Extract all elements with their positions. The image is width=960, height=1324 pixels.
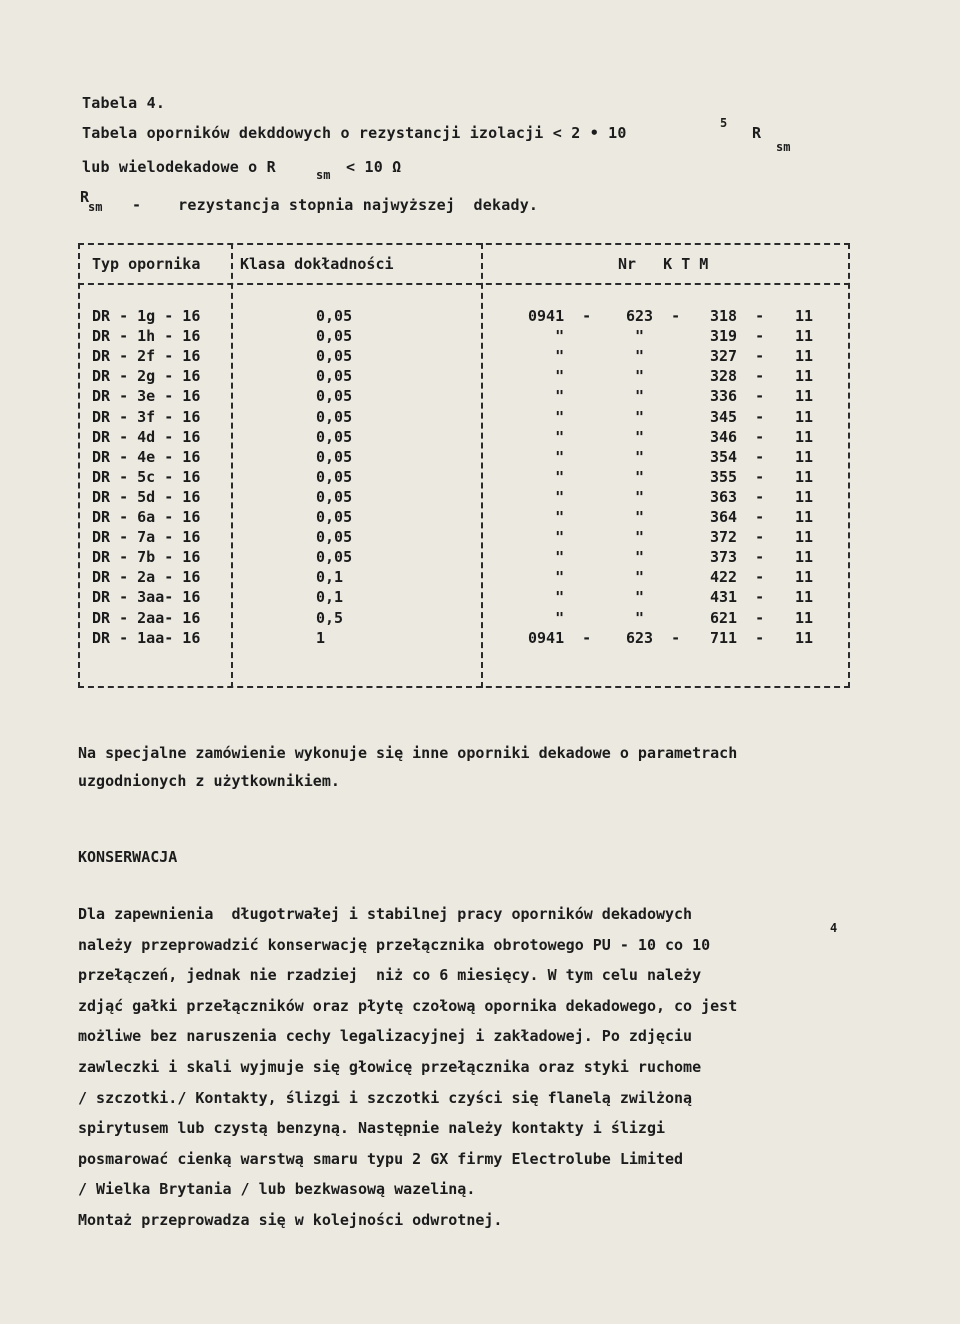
header-class: Klasa dokładności — [240, 255, 394, 273]
type-cell: DR - 5c - 16 — [92, 467, 201, 486]
ktm-cell: " — [528, 387, 565, 406]
ktm-cell: 711 - — [710, 628, 765, 647]
ktm-cell: 11 — [795, 307, 814, 325]
type-cell: DR - 1h - 16 — [92, 327, 201, 346]
ktm-cell: " — [626, 347, 645, 366]
ktm-cell: " — [528, 568, 565, 587]
class-cell: 0,05 — [316, 407, 353, 426]
ktm-cell: " — [626, 407, 645, 426]
paragraph-line: Montaż przeprowadza się w kolejności odwrotnej. — [78, 1211, 503, 1229]
ktm-cell: 336 - — [710, 387, 765, 406]
resistor-table — [78, 243, 850, 688]
table-row — [78, 367, 850, 387]
ktm-cell: 319 - — [710, 327, 765, 346]
table-row — [78, 588, 850, 608]
rsm-subscript: sm — [316, 168, 331, 182]
header-ktm: Nr K T M — [618, 255, 709, 273]
paragraph-line: zdjąć gałki przełączników oraz płytę czołową opornika dekadowego, co jest — [78, 996, 738, 1015]
ktm-cell: 328 - — [710, 367, 765, 386]
ktm-cell: " — [626, 387, 645, 406]
ktm-cell: 11 — [795, 548, 814, 567]
section-title: KONSERWACJA — [78, 848, 178, 866]
paragraph-line: / szczotki./ Kontakty, ślizgi i szczotki czyści się flanelą zwilżoną — [78, 1088, 693, 1107]
paragraph-line: przełączeń, jednak nie rzadziej niż co 6 miesięcy. W tym celu należy — [78, 966, 702, 985]
ktm-cell: " — [626, 447, 645, 466]
ktm-cell: " — [528, 447, 565, 466]
ktm-cell: 345 - — [710, 407, 765, 426]
header-divider — [78, 283, 850, 285]
class-cell: 0,05 — [316, 487, 353, 506]
type-cell: DR - 7a - 16 — [92, 528, 201, 547]
r-symbol: R — [752, 124, 762, 142]
type-cell: DR - 3e - 16 — [92, 387, 201, 406]
ktm-cell: 11 — [795, 447, 814, 466]
ktm-cell: 355 - — [710, 467, 765, 486]
class-cell: 0,05 — [316, 327, 353, 346]
type-cell: DR - 3f - 16 — [92, 407, 201, 426]
ktm-cell: 11 — [795, 367, 814, 386]
class-cell: 0,05 — [316, 427, 353, 446]
table-row — [78, 347, 850, 367]
paragraph-line: posmarować cienką warstwą smaru typu 2 GX firmy Electrolube Limited — [78, 1149, 684, 1168]
ktm-cell: 11 — [795, 588, 814, 607]
class-cell: 0,05 — [316, 528, 353, 547]
type-cell: DR - 5d - 16 — [92, 487, 201, 506]
type-cell: DR - 4e - 16 — [92, 447, 201, 466]
ktm-cell: 11 — [795, 407, 814, 426]
table-row — [78, 629, 850, 649]
ktm-cell: " — [626, 508, 645, 526]
type-cell: DR - 4d - 16 — [92, 427, 201, 446]
resistance-limit: < 10 Ω — [346, 158, 402, 176]
ktm-cell: 623 - — [626, 307, 681, 325]
note-line-1: Na specjalne zamówienie wykonuje się inne oporniki dekadowe o parametrach — [78, 744, 738, 762]
ktm-cell: 0941 - — [528, 628, 592, 647]
table-number: Tabela 4. — [82, 94, 166, 112]
ktm-cell: 11 — [795, 528, 814, 547]
ktm-cell: " — [528, 467, 565, 486]
ktm-cell: " — [528, 528, 565, 547]
ktm-cell: 11 — [795, 427, 814, 446]
ktm-cell: 11 — [795, 387, 814, 406]
ktm-cell: " — [528, 407, 565, 426]
table-row — [78, 488, 850, 508]
ktm-cell: " — [626, 568, 645, 587]
ktm-cell: " — [528, 588, 565, 607]
rsm-symbol: R — [80, 188, 90, 206]
ktm-cell: 372 - — [710, 528, 765, 547]
table-row — [78, 327, 850, 347]
ktm-cell: 318 - — [710, 307, 765, 325]
paragraph-line: Dla zapewnienia długotrwałej i stabilnej pracy oporników dekadowych — [78, 905, 693, 923]
table-row — [78, 428, 850, 448]
ktm-cell: 11 — [795, 508, 814, 526]
table-row — [78, 468, 850, 488]
class-cell: 0,05 — [316, 307, 353, 325]
class-cell: 0,1 — [316, 568, 344, 587]
ktm-cell: 11 — [795, 467, 814, 486]
table-row — [78, 307, 850, 327]
table-row — [78, 408, 850, 428]
class-cell: 0,05 — [316, 447, 353, 466]
table-row — [78, 528, 850, 548]
ktm-cell: " — [528, 508, 565, 526]
ktm-cell: " — [626, 528, 645, 547]
type-cell: DR - 2g - 16 — [92, 367, 201, 386]
class-cell: 0,05 — [316, 387, 353, 406]
ktm-cell: 327 - — [710, 347, 765, 366]
ktm-cell: 11 — [795, 487, 814, 506]
ktm-cell: 364 - — [710, 508, 765, 526]
ktm-cell: 621 - — [710, 608, 765, 627]
ktm-cell: " — [626, 327, 645, 346]
multidecade-line: lub wielodekadowe o R — [82, 158, 276, 176]
type-cell: DR - 1g - 16 — [92, 307, 201, 325]
ktm-cell: " — [528, 487, 565, 506]
ktm-cell: 0941 - — [528, 307, 592, 325]
ktm-cell: " — [626, 548, 645, 567]
exponent: 5 — [720, 116, 728, 130]
ktm-cell: " — [528, 548, 565, 567]
type-cell: DR - 7b - 16 — [92, 548, 201, 567]
note-line-2: uzgodnionych z użytkownikiem. — [78, 772, 340, 790]
paragraph-line: zawleczki i skali wyjmuje się głowicę przełącznika oraz styki ruchome — [78, 1058, 702, 1076]
ktm-cell: 431 - — [710, 588, 765, 607]
table-row — [78, 448, 850, 468]
type-cell: DR - 6a - 16 — [92, 508, 201, 526]
class-cell: 1 — [316, 628, 326, 647]
r-subscript: sm — [776, 140, 791, 154]
ktm-cell: " — [528, 367, 565, 386]
ktm-cell: 354 - — [710, 447, 765, 466]
paragraph-line: możliwe bez naruszenia cechy legalizacyjnej i zakładowej. Po zdjęciu — [78, 1027, 693, 1046]
class-cell: 0,05 — [316, 508, 353, 526]
ktm-cell: " — [626, 608, 645, 627]
class-cell: 0,1 — [316, 588, 344, 607]
ktm-cell: 11 — [795, 347, 814, 366]
ktm-cell: " — [528, 608, 565, 627]
ktm-cell: " — [528, 327, 565, 346]
class-cell: 0,05 — [316, 347, 353, 366]
ktm-cell: 11 — [795, 608, 814, 627]
table-row — [78, 508, 850, 528]
ktm-cell: " — [528, 347, 565, 366]
class-cell: 0,05 — [316, 367, 353, 386]
paragraph-line: należy przeprowadzić konserwację przełącznika obrotowego PU - 10 co 10 — [78, 935, 711, 954]
rsm-definition: - rezystancja stopnia najwyższej dekady. — [132, 196, 539, 214]
table-row — [78, 609, 850, 629]
type-cell: DR - 1aa- 16 — [92, 628, 201, 647]
ktm-cell: 11 — [795, 628, 814, 647]
type-cell: DR - 2a - 16 — [92, 568, 201, 587]
ktm-cell: 422 - — [710, 568, 765, 587]
ktm-cell: " — [626, 487, 645, 506]
ktm-cell: 346 - — [710, 427, 765, 446]
class-cell: 0,5 — [316, 608, 344, 627]
paragraph-line: / Wielka Brytania / lub bezkwasową wazeliną. — [78, 1180, 476, 1199]
type-cell: DR - 2aa- 16 — [92, 608, 201, 627]
table-row — [78, 568, 850, 588]
type-cell: DR - 3aa- 16 — [92, 588, 201, 607]
ktm-cell: 623 - — [626, 628, 681, 647]
table-row — [78, 387, 850, 407]
ktm-cell: " — [626, 467, 645, 486]
ktm-cell: 373 - — [710, 548, 765, 567]
ktm-cell: " — [528, 427, 565, 446]
class-cell: 0,05 — [316, 548, 353, 567]
header-type: Typ opornika — [92, 255, 201, 273]
ktm-cell: " — [626, 588, 645, 607]
ktm-cell: 11 — [795, 327, 814, 346]
table-title: Tabela oporników dekddowych o rezystancji izolacji < 2 • 10 — [82, 124, 627, 142]
rsm-subscript-2: sm — [88, 200, 103, 214]
ktm-cell: " — [626, 427, 645, 446]
class-cell: 0,05 — [316, 467, 353, 486]
ktm-cell: " — [626, 367, 645, 386]
power-exponent: 4 — [830, 921, 838, 935]
paragraph-line: spirytusem lub czystą benzyną. Następnie należy kontakty i ślizgi — [78, 1119, 665, 1138]
ktm-cell: 11 — [795, 568, 814, 587]
type-cell: DR - 2f - 16 — [92, 347, 201, 366]
ktm-cell: 363 - — [710, 487, 765, 506]
table-row — [78, 548, 850, 568]
